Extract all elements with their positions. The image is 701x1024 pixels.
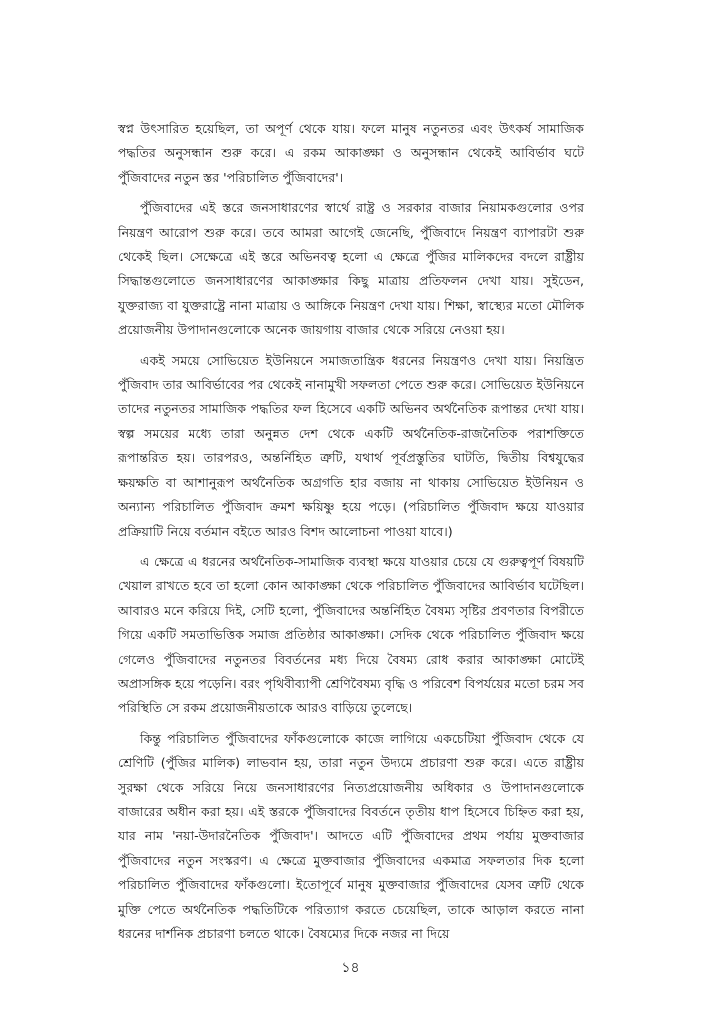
paragraph-1: স্বপ্ন উৎসারিত হয়েছিল, তা অপূর্ণ থেকে যায়। ফলে মানুষ নতুনতর এবং উৎকর্ষ সামাজিক পদ্ধতির অনুসন্ধান শুরু করে। এ রকম আকাঙ্ক্ষা ও অনুসন্ধান থেকেই আবির্ভাব ঘটে পুঁজিবাদের নতুন স্তর 'পরিচালিত পুঁজিবাদের'।	[118, 121, 584, 185]
paragraph-4: এ ক্ষেত্রে এ ধরনের অর্থনৈতিক-সামাজিক ব্যবস্থা ক্ষয়ে যাওয়ার চেয়ে যে গুরুত্বপূর্ণ বিষয়টি খেয়াল রাখতে হবে তা হলো কোন আকাঙ্ক্ষা থেকে পরিচালিত পুঁজিবাদের আবির্ভাব ঘটেছিল। আবারও মনে করিয়ে দিই, সেটি হলো, পুঁজিবাদের অন্তর্নিহিত বৈষম্য সৃষ্টির প্রবণতার বিপরীতে গিয়ে একটি সমতাভিত্তিক সমাজ প্রতিষ্ঠার আকাঙ্ক্ষা। সেদিক থেকে পরিচালিত পুঁজিবাদ ক্ষয়ে গেলেও পুঁজিবাদের নতুনতর বিবর্তনের মধ্য দিয়ে বৈষম্য রোধ করার আকাঙ্ক্ষা মোটেই অপ্রাসঙ্গিক হয়ে পড়েনি। বরং পৃথিবীব্যাপী শ্রেণিবৈষম্য বৃদ্ধি ও পরিবেশ বিপর্যয়ের মতো চরম সব পরিস্থিতি সে রকম প্রয়োজনীয়তাকে আরও বাড়িয়ে তুলেছে।	[118, 553, 584, 716]
page-number: ১৪	[341, 960, 360, 976]
paragraph-2: পুঁজিবাদের এই স্তরে জনসাধারণের স্বার্থে রাষ্ট্র ও সরকার বাজার নিয়ামকগুলোর ওপর নিয়ন্ত্রণ আরোপ শুরু করে। তবে আমরা আগেই জেনেছি, পুঁজিবাদে নিয়ন্ত্রণ ব্যাপারটা শুরু থেকেই ছিল। সেক্ষেত্রে এই স্তরে অভিনবত্ব হলো এ ক্ষেত্রে পুঁজির মালিকদের বদলে রাষ্ট্রীয় সিদ্ধান্তগুলোতে জনসাধারণের আকাঙ্ক্ষার কিছু মাত্রায় প্রতিফলন দেখা যায়। সুইডেন, যুক্তরাজ্য বা যুক্তরাষ্ট্রে নানা মাত্রায় ও আঙ্গিকে নিয়ন্ত্রণ দেখা যায়। শিক্ষা, স্বাস্থ্যের মতো মৌলিক প্রয়োজনীয় উপাদানগুলোকে অনেক জায়গায় বাজার থেকে সরিয়ে নেওয়া হয়।	[118, 200, 584, 338]
body-text	[118, 117, 584, 952]
paragraph-3: একই সময়ে সোভিয়েত ইউনিয়নে সমাজতান্ত্রিক ধরনের নিয়ন্ত্রণও দেখা যায়। নিয়ন্ত্রিত পুঁজিবাদ তার আবির্ভাবের পর থেকেই নানামুখী সফলতা পেতে শুরু করে। সোভিয়েত ইউনিয়নে তাদের নতুনতর সামাজিক পদ্ধতির ফল হিসেবে একটি অভিনব অর্থনৈতিক রূপান্তর দেখা যায়। স্বল্প সময়ের মধ্যে তারা অনুন্নত দেশ থেকে একটি অর্থনৈতিক-রাজনৈতিক পরাশক্তিতে রূপান্তরিত হয়। তারপরও, অন্তর্নিহিত ত্রুটি, যথার্থ পূর্বপ্রস্তুতির ঘাটতি, দ্বিতীয় বিশ্বযুদ্ধের ক্ষয়ক্ষতি বা আশানুরূপ অর্থনৈতিক অগ্রগতি হার বজায় না থাকায় সোভিয়েত ইউনিয়ন ও অন্যান্য পরিচালিত পুঁজিবাদ ক্রমশ ক্ষয়িষ্ণু হয়ে পড়ে। (পরিচালিত পুঁজিবাদ ক্ষয়ে যাওয়ার প্রক্রিয়াটি নিয়ে বর্তমান বইতে আরও বিশদ আলোচনা পাওয়া যাবে।)	[118, 352, 584, 539]
paragraph-5: কিন্তু পরিচালিত পুঁজিবাদের ফাঁকগুলোকে কাজে লাগিয়ে একচেটিয়া পুঁজিবাদ থেকে যে শ্রেণিটি (পুঁজির মালিক) লাভবান হয়, তারা নতুন উদ্যমে প্রচারণা শুরু করে। এতে রাষ্ট্রীয় সুরক্ষা থেকে সরিয়ে নিয়ে জনসাধারণের নিত্যপ্রয়োজনীয় অধিকার ও উপাদানগুলোকে বাজারের অধীন করা হয়। এই স্তরকে পুঁজিবাদের বিবর্তনে তৃতীয় ধাপ হিসেবে চিহ্নিত করা হয়, যার নাম 'নয়া-উদারনৈতিক পুঁজিবাদ'। আদতে এটি পুঁজিবাদের প্রথম পর্যায় মুক্তবাজার পুঁজিবাদের নতুন সংস্করণ। এ ক্ষেত্রে মুক্তবাজার পুঁজিবাদের একমাত্র সফলতার দিক হলো পরিচালিত পুঁজিবাদের ফাঁকগুলো। ইতোপূর্বে মানুষ মুক্তবাজার পুঁজিবাদের যেসব ত্রুটি থেকে মুক্তি পেতে অর্থনৈতিক পদ্ধতিটিকে পরিত্যাগ করতে চেয়েছিল, তাকে আড়াল করতে নানা ধরনের দার্শনিক প্রচারণা চলতে থাকে। বৈষম্যের দিকে নজর না দিয়ে	[118, 730, 584, 941]
